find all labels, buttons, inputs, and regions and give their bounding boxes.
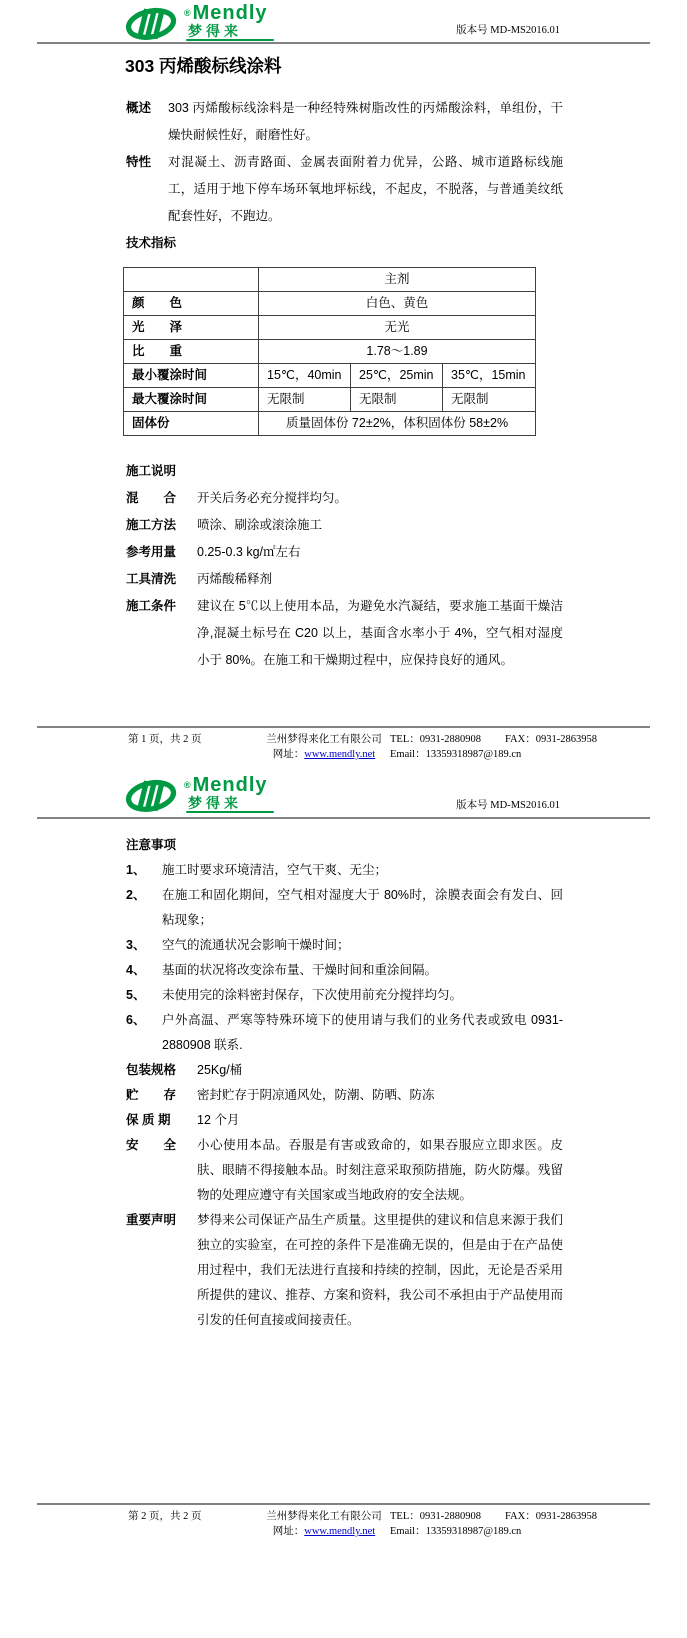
row-text: 12 个月 <box>197 1113 240 1127</box>
footer-line-2 <box>128 1524 647 1539</box>
overview-section <box>126 95 563 149</box>
min-recoat-25c: 25℃，25min <box>351 364 443 388</box>
page1-content <box>126 95 563 674</box>
row-value-color: 白色、黄色 <box>259 292 536 316</box>
page2-content <box>126 833 563 1333</box>
row-text: 梦得来公司保证产品生产质量。这里提供的建议和信息来源于我们独立的实验室，在可控的条件下是准确无误的，但是由于在产品使用过程中，我们无法进行直接和持续的控制，因此，无论是否采用所提供的建议、推荐、方案和资料，我公司不承担由于产品使用而引发的任何直接或间接责任。 <box>197 1213 563 1327</box>
footer-line-1 <box>128 1509 647 1524</box>
info-row-shelf-life <box>126 1108 563 1133</box>
version-label: 版本号 MD-MS2016.01 <box>456 800 560 811</box>
brand-text <box>184 4 268 39</box>
note-item <box>126 858 563 883</box>
row-label: 包装规格 <box>126 1063 177 1077</box>
info-row-storage <box>126 1083 563 1108</box>
mendly-logo <box>125 4 268 42</box>
table-row <box>124 364 536 388</box>
note-number: 5、 <box>126 988 146 1002</box>
info-row-disclaimer <box>126 1208 563 1333</box>
note-number: 4、 <box>126 963 146 977</box>
page-header <box>125 762 560 817</box>
row-text: 小心使用本品。吞服是有害或致命的，如果吞服应立即求医。皮肤、眼睛不得接触本品。时刻注意采取预防措施，防火防爆。残留物的处理应遵守有关国家或当地政府的安全法规。 <box>197 1138 563 1202</box>
note-item <box>126 1008 563 1058</box>
tech-table <box>123 267 536 436</box>
row-value-specific-gravity: 1.78～1.89 <box>259 340 536 364</box>
header-rule <box>37 817 650 819</box>
construction-row-cleaning <box>126 566 563 593</box>
row-label-gloss: 光 泽 <box>124 316 259 340</box>
section-text: 对混凝土、沥青路面、金属表面附着力优异，公路、城市道路标线施工，适用于地下停车场环氧地坪标线，不起皮，不脱落，与普通美纹纸配套性好，不跑边。 <box>168 155 563 223</box>
row-label: 混 合 <box>126 491 177 505</box>
mendly-logo <box>125 776 268 814</box>
max-recoat-25c: 无限制 <box>351 388 443 412</box>
table-row <box>124 412 536 436</box>
info-row-safety <box>126 1133 563 1208</box>
tech-indicators-heading: 技术指标 <box>126 236 177 250</box>
page-number: 第 2 页，共 2 页 <box>128 1511 202 1522</box>
row-label: 施工条件 <box>126 599 177 613</box>
version-label: 版本号 MD-MS2016.01 <box>456 25 560 36</box>
note-text: 空气的流通状况会影响干燥时间； <box>162 938 350 952</box>
header-rule <box>37 42 650 44</box>
brand-name: Mendly <box>192 774 268 796</box>
table-row <box>124 268 536 292</box>
note-item <box>126 983 563 1008</box>
row-label-solids: 固体份 <box>124 412 259 436</box>
footer-line-2 <box>128 747 647 762</box>
email: Email：13359318987@189.cn <box>390 749 522 760</box>
page-1 <box>0 0 687 762</box>
min-recoat-15c: 15℃，40min <box>259 364 351 388</box>
fax: FAX：0931-2863958 <box>505 734 597 745</box>
row-text: 开关后务必充分搅拌均匀。 <box>197 491 348 505</box>
row-text: 喷涂、刷涂或滚涂施工 <box>197 518 323 532</box>
page-title: 303 丙烯酸标线涂料 <box>125 56 282 76</box>
row-text: 丙烯酸稀释剂 <box>197 572 273 586</box>
table-row <box>124 292 536 316</box>
email: Email：13359318987@189.cn <box>390 1526 522 1537</box>
note-item <box>126 958 563 983</box>
table-row <box>124 316 536 340</box>
row-text: 建议在 5℃以上使用本品，为避免水汽凝结，要求施工基面干燥洁净,混凝土标号在 C20 以上，基面含水率小于 4%，空气相对湿度小于 80%。在施工和干燥期过程中，应保持良好的通风。 <box>197 599 563 667</box>
mendly-logo-icon <box>125 4 179 42</box>
company-name: 兰州梦得来化工有限公司 <box>266 1511 382 1522</box>
note-number: 3、 <box>126 938 146 952</box>
registered-mark: ® <box>184 780 192 790</box>
row-label: 施工方法 <box>126 518 177 532</box>
fax: FAX：0931-2863958 <box>505 1511 597 1522</box>
page2-footer <box>0 1503 687 1539</box>
section-label: 特性 <box>126 155 152 169</box>
row-label-max-recoat: 最大覆涂时间 <box>124 388 259 412</box>
footer-rule <box>37 726 650 728</box>
row-value-gloss: 无光 <box>259 316 536 340</box>
brand-name-cn: 梦得来 <box>184 23 268 39</box>
note-text: 户外高温、严寒等特殊环境下的使用请与我们的业务代表或致电 0931-2880908 联系. <box>162 1013 563 1052</box>
notes-heading: 注意事项 <box>126 838 177 852</box>
note-number: 1、 <box>126 863 146 877</box>
website-link[interactable]: www.mendly.net <box>304 1526 376 1537</box>
page1-footer <box>0 726 687 762</box>
tel: TEL：0931-2880908 <box>390 1511 481 1522</box>
min-recoat-35c: 35℃，15min <box>443 364 536 388</box>
registered-mark: ® <box>184 8 192 18</box>
note-number: 2、 <box>126 888 146 902</box>
page-2 <box>0 762 687 1638</box>
row-label: 安 全 <box>126 1138 177 1152</box>
note-text: 施工时要求环境清洁，空气干爽、无尘； <box>162 863 388 877</box>
table-header-main-agent: 主剂 <box>259 268 536 292</box>
footer-line-1 <box>128 732 647 747</box>
construction-row-conditions <box>126 593 563 674</box>
row-label-min-recoat: 最小覆涂时间 <box>124 364 259 388</box>
construction-row-usage <box>126 539 563 566</box>
note-number: 6、 <box>126 1013 146 1027</box>
section-label: 概述 <box>126 101 152 115</box>
note-text: 在施工和固化期间，空气相对湿度大于 80%时，涂膜表面会有发白、回粘现象； <box>162 888 563 927</box>
row-label-specific-gravity: 比 重 <box>124 340 259 364</box>
brand-name-cn: 梦得来 <box>184 795 268 811</box>
row-text: 25Kg/桶 <box>197 1063 243 1077</box>
construction-row-method <box>126 512 563 539</box>
brand-text <box>184 776 268 811</box>
max-recoat-35c: 无限制 <box>443 388 536 412</box>
features-section <box>126 149 563 230</box>
tel: TEL：0931-2880908 <box>390 734 481 745</box>
row-label: 保 质 期 <box>126 1113 171 1127</box>
note-item <box>126 933 563 958</box>
website-label: 网址： <box>272 749 305 760</box>
info-row-packaging <box>126 1058 563 1083</box>
table-row <box>124 388 536 412</box>
row-label: 工具清洗 <box>126 572 177 586</box>
page-header <box>125 0 560 42</box>
row-value-solids: 质量固体份 72±2%，体积固体份 58±2% <box>259 412 536 436</box>
table-corner-cell <box>124 268 259 292</box>
section-text: 303 丙烯酸标线涂料是一种经特殊树脂改性的丙烯酸涂料，单组份，干燥快耐候性好，耐磨性好。 <box>168 101 563 142</box>
note-item <box>126 883 563 933</box>
website-link[interactable]: www.mendly.net <box>304 749 376 760</box>
table-row <box>124 340 536 364</box>
mendly-logo-icon <box>125 776 179 814</box>
note-text: 未使用完的涂料密封保存，下次使用前充分搅拌均匀。 <box>162 988 463 1002</box>
note-text: 基面的状况将改变涂布量、干燥时间和重涂间隔。 <box>162 963 438 977</box>
brand-name: Mendly <box>192 2 268 24</box>
page-number: 第 1 页，共 2 页 <box>128 734 202 745</box>
footer-rule <box>37 1503 650 1505</box>
row-label: 重要声明 <box>126 1213 177 1227</box>
website-label: 网址： <box>272 1526 305 1537</box>
max-recoat-15c: 无限制 <box>259 388 351 412</box>
row-label: 参考用量 <box>126 545 177 559</box>
row-label-color: 颜 色 <box>124 292 259 316</box>
company-name: 兰州梦得来化工有限公司 <box>266 734 382 745</box>
construction-heading: 施工说明 <box>126 464 177 478</box>
row-text: 密封贮存于阴凉通风处，防潮、防晒、防冻 <box>197 1088 435 1102</box>
construction-row-mixing <box>126 485 563 512</box>
row-text: 0.25-0.3 kg/㎡左右 <box>197 545 301 559</box>
row-label: 贮 存 <box>126 1088 177 1102</box>
